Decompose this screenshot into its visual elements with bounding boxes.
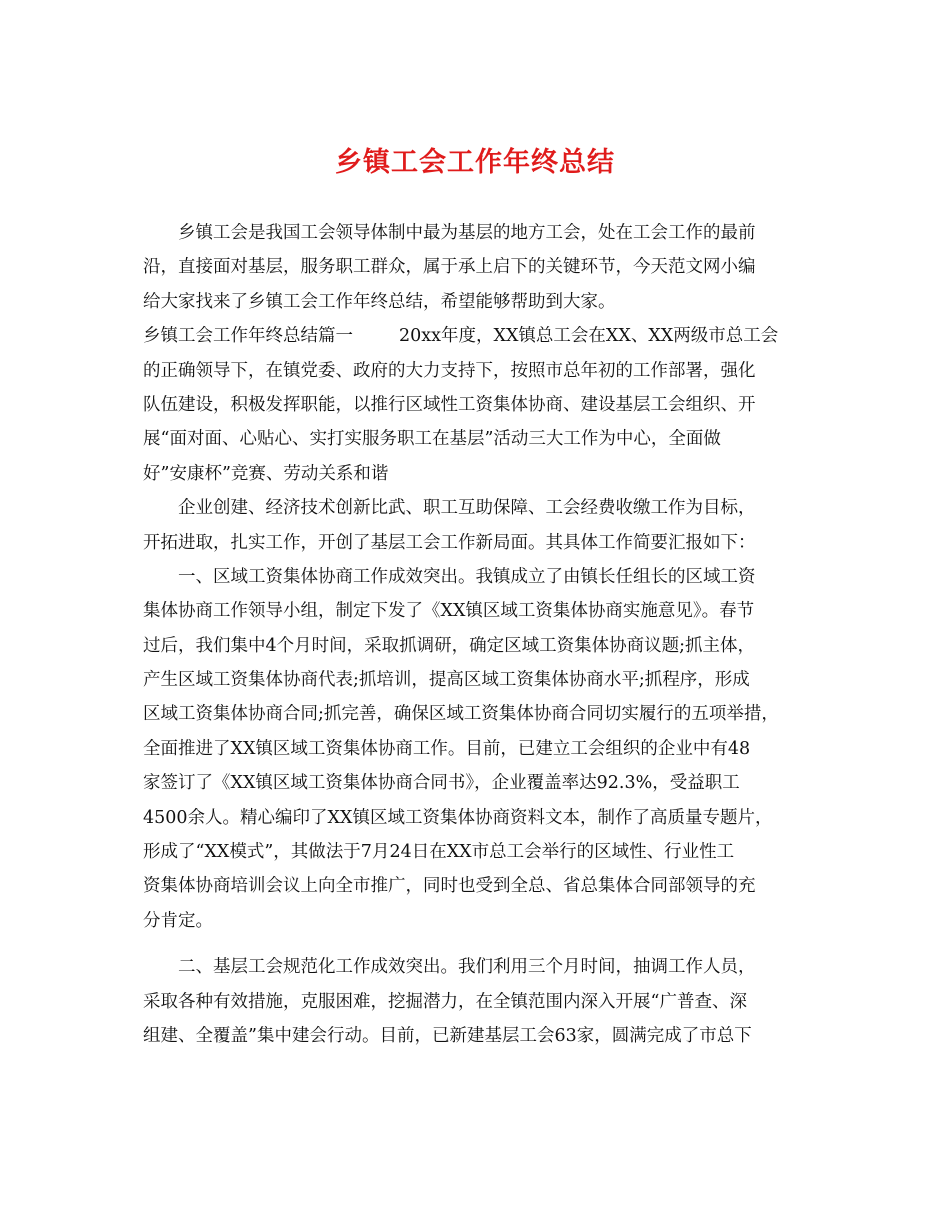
paragraph-line: 4500余人。精心编印了XX镇区域工资集体协商资料文本，制作了高质量专题片， [143, 807, 773, 828]
paragraph-line: 采取各种有效措施，克服困难，挖掘潜力，在全镇范围内深入开展“广普查、深 [143, 991, 747, 1012]
paragraph-line: 集体协商工作领导小组，制定下发了《XX镇区域工资集体协商实施意见》。春节 [143, 601, 755, 622]
paragraph-line: 区域工资集体协商合同;抓完善，确保区域工资集体协商合同切实履行的五项举措， [143, 704, 779, 725]
section-heading-line [143, 319, 808, 353]
paragraph-line: 给大家找来了乡镇工会工作年终总结，希望能够帮助到大家。 [143, 291, 616, 312]
paragraph-line: 全面推进了XX镇区域工资集体协商工作。目前，已建立工会组织的企业中有48 [143, 738, 751, 759]
paragraph-text: 20xx年度，XX镇总工会在XX、XX两级市总工会 [399, 326, 779, 347]
paragraph-line: 企业创建、经济技术创新比武、职工互助保障、工会经费收缴工作为目标， [178, 498, 756, 519]
paragraph-gap [143, 938, 808, 950]
paragraph-line: 队伍建设，积极发挥职能，以推行区域性工资集体协商、建设基层工会组织、开 [143, 394, 756, 415]
document-title: 乡镇工会工作年终总结 [335, 147, 615, 178]
paragraph-line: 一、区域工资集体协商工作成效突出。我镇成立了由镇长任组长的区域工资 [178, 566, 756, 587]
paragraph-line: 展“面对面、心贴心、实打实服务职工在基层”活动三大工作为中心，全面做 [143, 429, 721, 450]
paragraph-line: 过后，我们集中4个月时间，采取抓调研，确定区域工资集体协商议题;抓主体， [143, 635, 756, 656]
paragraph-line: 开拓进取，扎实工作，开创了基层工会工作新局面。其具体工作简要汇报如下： [143, 532, 756, 553]
paragraph-line: 的正确领导下，在镇党委、政府的大力支持下，按照市总年初的工作部署，强化 [143, 360, 756, 381]
paragraph-line: 分肯定。 [143, 910, 213, 931]
section-heading: 乡镇工会工作年终总结篇一 [143, 326, 353, 347]
paragraph-line: 资集体协商培训会议上向全市推广，同时也受到全总、省总集体合同部领导的充 [143, 876, 756, 897]
paragraph-line: 乡镇工会是我国工会领导体制中最为基层的地方工会，处在工会工作的最前 [178, 223, 756, 243]
paragraph-line: 家签订了《XX镇区域工资集体协商合同书》，企业覆盖率达92.3%，受益职工 [143, 773, 740, 794]
document-body [143, 216, 808, 1053]
paragraph-line: 沿，直接面对基层，服务职工群众，属于承上启下的关键环节，今天范文网小编 [143, 257, 756, 278]
paragraph-line: 形成了“XX模式”，其做法于7月24日在XX市总工会举行的区域性、行业性工 [143, 842, 735, 863]
paragraph-line: 二、基层工会规范化工作成效突出。我们利用三个月时间，抽调工作人员， [178, 957, 756, 978]
paragraph-line: 组建、全覆盖”集中建会行动。目前，已新建基层工会63家，圆满完成了市总下 [143, 1025, 752, 1046]
paragraph-line: 好”安康杯”竞赛、劳动关系和谐 [143, 463, 389, 484]
paragraph-line: 产生区域工资集体协商代表;抓培训，提高区域工资集体协商水平;抓程序，形成 [143, 670, 750, 691]
